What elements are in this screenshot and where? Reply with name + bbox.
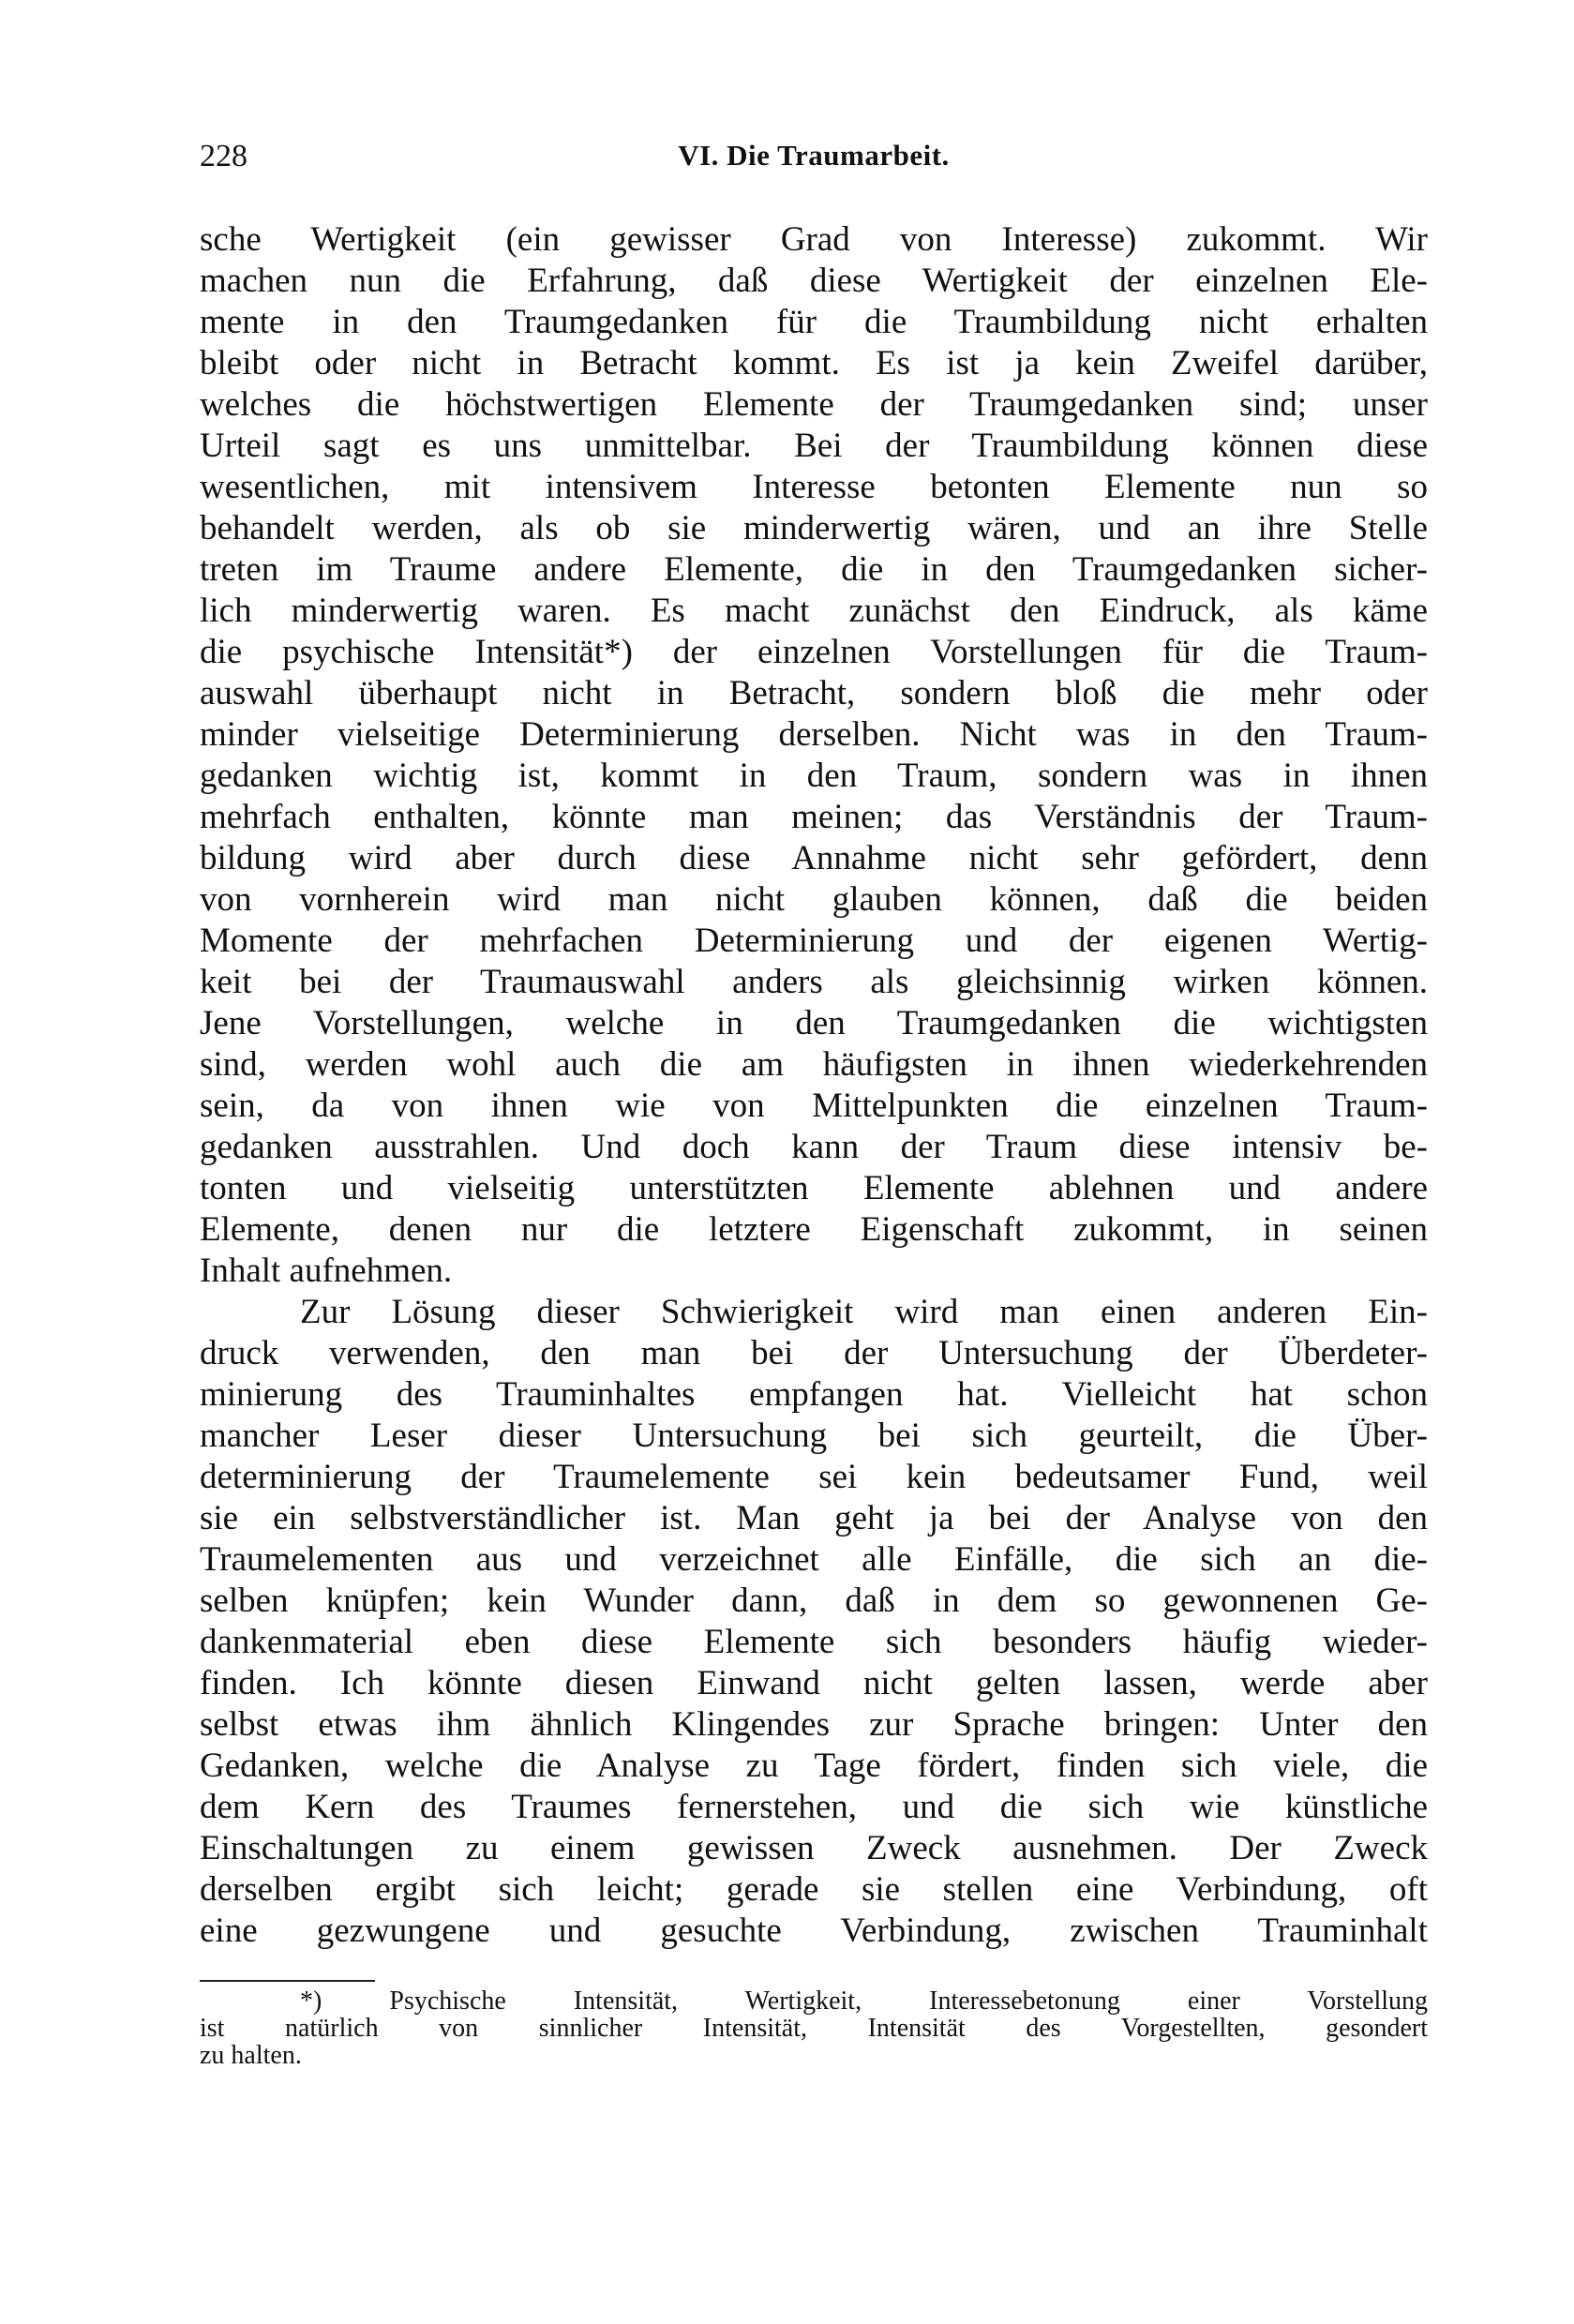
footnote-line: *) Psychische Intensität, Wertigkeit, Interessebetonung einer Vorstellung — [300, 1987, 1428, 2015]
text-line: keit bei der Traumauswahl anders als gleichsinnig wirken können. — [200, 963, 1428, 1001]
footnote-line: zu halten. — [200, 2042, 302, 2069]
text-line: sind, werden wohl auch die am häufigsten in ihnen wiederkehrenden — [200, 1045, 1428, 1084]
text-line: lich minderwertig waren. Es macht zunächst den Eindruck, als käme — [200, 592, 1428, 630]
text-line: minierung des Trauminhaltes empfangen hat. Vielleicht hat schon — [200, 1375, 1428, 1414]
text-line: gedanken ausstrahlen. Und doch kann der Traum diese intensiv be- — [200, 1128, 1428, 1166]
text-line: selbst etwas ihm ähnlich Klingendes zur Sprache bringen: Unter den — [200, 1705, 1428, 1744]
text-line: bleibt oder nicht in Betracht kommt. Es ist ja kein Zweifel darüber, — [200, 344, 1428, 382]
footnote — [200, 1987, 1428, 2069]
text-line: behandelt werden, als ob sie minderwertig wären, und an ihre Stelle — [200, 509, 1428, 547]
text-line: Elemente, denen nur die letztere Eigenschaft zukommt, in seinen — [200, 1210, 1428, 1249]
text-line: druck verwenden, den man bei der Untersuchung der Überdeter- — [200, 1334, 1428, 1372]
text-line: Jene Vorstellungen, welche in den Traumgedanken die wichtigsten — [200, 1004, 1428, 1042]
body-text — [200, 219, 1428, 1952]
running-title: VI. Die Traumarbeit. — [678, 139, 950, 172]
text-line: tonten und vielseitig unterstützten Elemente ablehnen und andere — [200, 1169, 1428, 1207]
text-line: dem Kern des Traumes fernerstehen, und die sich wie künstliche — [200, 1788, 1428, 1826]
text-line: mehrfach enthalten, könnte man meinen; das Verständnis der Traum- — [200, 798, 1428, 836]
text-line: mancher Leser dieser Untersuchung bei sich geurteilt, die Über- — [200, 1417, 1428, 1455]
text-line: gedanken wichtig ist, kommt in den Traum, sondern was in ihnen — [200, 757, 1428, 795]
text-line: sein, da von ihnen wie von Mittelpunkten die einzelnen Traum- — [200, 1087, 1428, 1125]
text-line: finden. Ich könnte diesen Einwand nicht gelten lassen, werde aber — [200, 1664, 1428, 1702]
text-line: sie ein selbstverständlicher ist. Man geht ja bei der Analyse von den — [200, 1499, 1428, 1537]
text-line: minder vielseitige Determinierung derselben. Nicht was in den Traum- — [200, 715, 1428, 754]
text-line: derselben ergibt sich leicht; gerade sie stellen eine Verbindung, oft — [200, 1870, 1428, 1909]
text-line: Gedanken, welche die Analyse zu Tage fördert, finden sich viele, die — [200, 1747, 1428, 1785]
footnote-line: ist natürlich von sinnlicher Intensität, Intensität des Vorgestellten, gesondert — [200, 2015, 1428, 2042]
text-line: sche Wertigkeit (ein gewisser Grad von Interesse) zukommt. Wir — [200, 220, 1428, 259]
text-line: machen nun die Erfahrung, daß diese Wertigkeit der einzelnen Ele- — [200, 262, 1428, 300]
text-line: von vornherein wird man nicht glauben können, daß die beiden — [200, 880, 1428, 919]
text-line: Urteil sagt es uns unmittelbar. Bei der Traumbildung können diese — [200, 427, 1428, 465]
text-line: treten im Traume andere Elemente, die in den Traumgedanken sicher- — [200, 550, 1428, 589]
text-line: mente in den Traumgedanken für die Traumbildung nicht erhalten — [200, 303, 1428, 341]
text-line: Traumelementen aus und verzeichnet alle Einfälle, die sich an die- — [200, 1540, 1428, 1579]
text-line: die psychische Intensität*) der einzelnen Vorstellungen für die Traum- — [200, 633, 1428, 671]
text-line: Inhalt aufnehmen. — [200, 1252, 453, 1290]
page-header — [200, 139, 1428, 180]
text-line: selben knüpfen; kein Wunder dann, daß in dem so gewonnenen Ge- — [200, 1582, 1428, 1620]
text-line: eine gezwungene und gesuchte Verbindung, zwischen Trauminhalt — [200, 1912, 1428, 1950]
text-line: auswahl überhaupt nicht in Betracht, sondern bloß die mehr oder — [200, 674, 1428, 712]
text-line: wesentlichen, mit intensivem Interesse betonten Elemente nun so — [200, 468, 1428, 506]
text-line: welches die höchstwertigen Elemente der Traumgedanken sind; unser — [200, 385, 1428, 424]
text-line: Momente der mehrfachen Determinierung und der eigenen Wertig- — [200, 922, 1428, 960]
page-number: 228 — [200, 139, 247, 173]
text-line: dankenmaterial eben diese Elemente sich besonders häufig wieder- — [200, 1623, 1428, 1661]
footnote-rule — [200, 1980, 375, 1982]
text-line: determinierung der Traumelemente sei kein bedeutsamer Fund, weil — [200, 1458, 1428, 1496]
text-line: Zur Lösung dieser Schwierigkeit wird man einen anderen Ein- — [300, 1293, 1428, 1331]
text-line: Einschaltungen zu einem gewissen Zweck ausnehmen. Der Zweck — [200, 1829, 1428, 1867]
text-line: bildung wird aber durch diese Annahme nicht sehr gefördert, denn — [200, 839, 1428, 877]
